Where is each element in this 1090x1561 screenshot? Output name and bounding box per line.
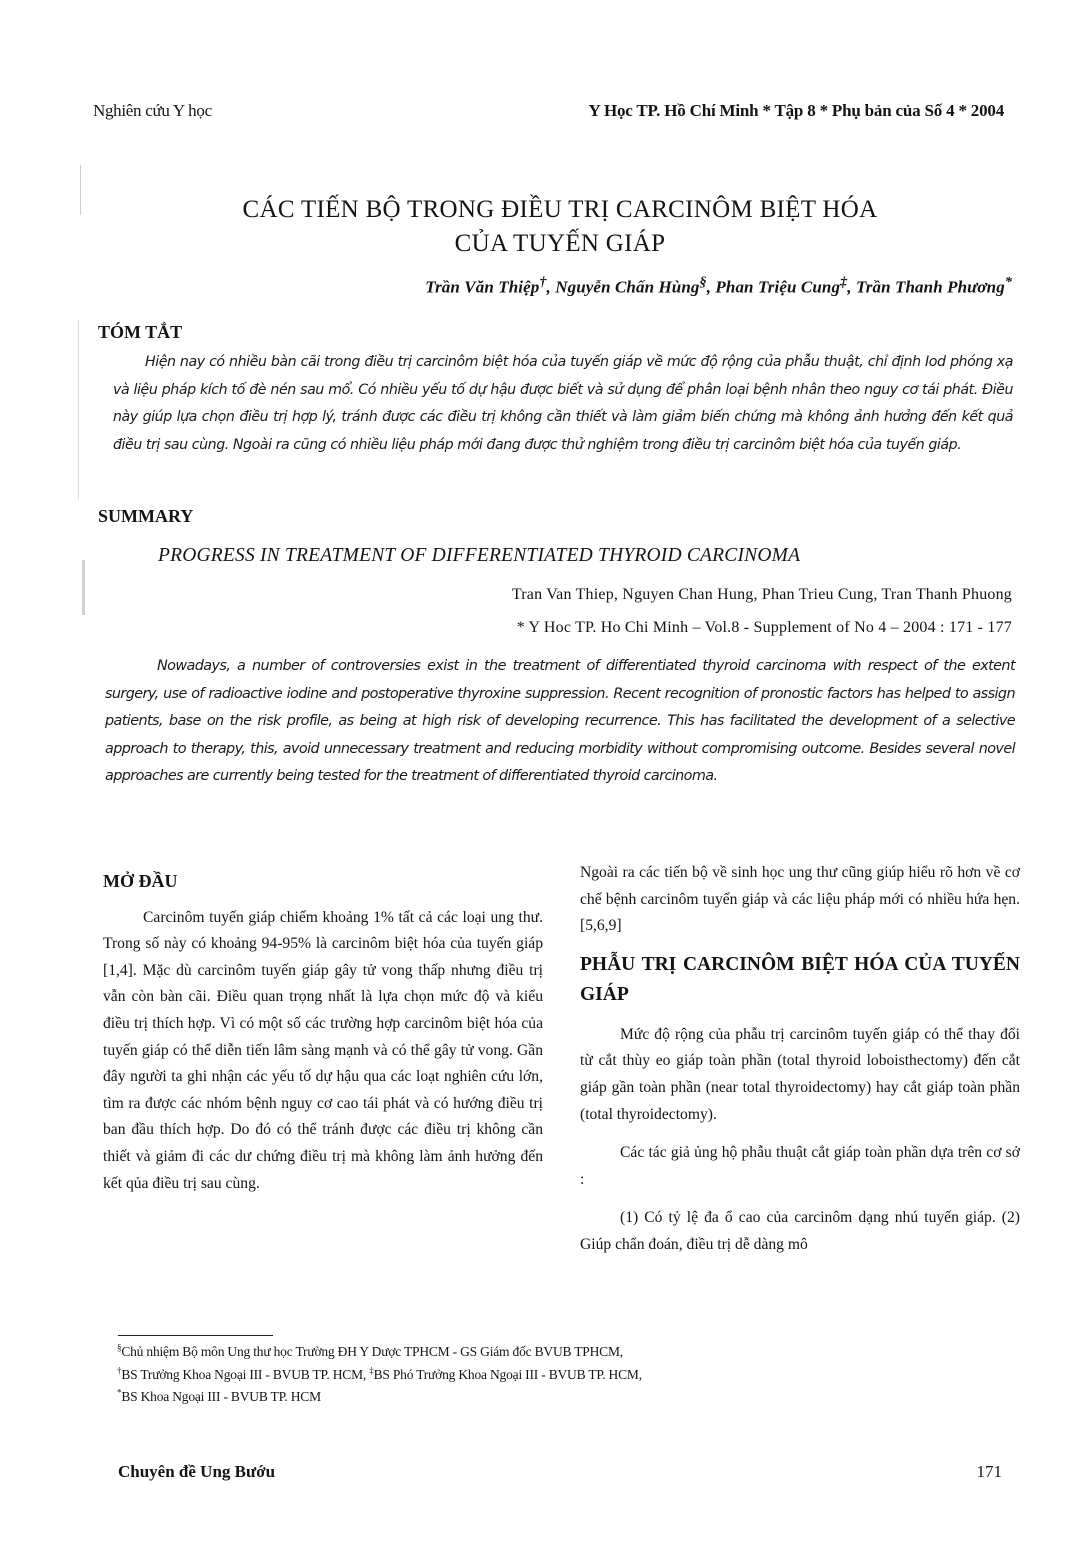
footnote-text: BS Khoa Ngoại III - BVUB TP. HCM [121, 1389, 321, 1404]
surgery-paragraph-3: (1) Có tỷ lệ đa ổ cao của carcinôm dạng nhú tuyến giáp. (2) Giúp chẩn đoán, điều trị dễ dàng mô [580, 1209, 1020, 1253]
footnote [117, 1386, 642, 1409]
surgery-heading: PHẪU TRỊ CARCINÔM BIỆT HÓA CỦA TUYẾN GIÁP [580, 953, 1020, 1005]
author-mark: * [1004, 274, 1012, 290]
surgery-paragraph-1: Mức độ rộng của phẫu trị carcinôm tuyến giáp có thể thay đổi từ cắt thùy eo giáp toàn phần (total thyroid loboisthectomy) đến cắt giáp gần toàn phần (near total thyroidectomy) hay cắt giáp toàn phần (total thyroidectomy). [580, 1025, 1020, 1123]
author-mark: ‡ [840, 274, 848, 290]
summary-citation: * Y Hoc TP. Ho Chi Minh – Vol.8 - Supplement of No 4 – 2004 : 171 - 177 [516, 619, 1012, 636]
intro-paragraph-2: Ngoài ra các tiến bộ về sinh học ung thư cũng giúp hiểu rõ hơn về cơ chế bệnh carcinôm tuyến giáp và các liệu pháp mới có nhiều hứa hẹn. [5,6,9] [580, 864, 1020, 935]
summary-heading: SUMMARY [98, 506, 194, 526]
running-header-left: Nghiên cứu Y học [93, 101, 212, 120]
author: Trần Văn Thiệp [425, 277, 540, 297]
footnotes [117, 1341, 642, 1409]
summary-authors: Tran Van Thiep, Nguyen Chan Hung, Phan Trieu Cung, Tran Thanh Phuong [511, 586, 1012, 603]
author: Nguyễn Chấn Hùng [555, 277, 700, 297]
footnote-mark: † [117, 1365, 122, 1375]
abstract-vn-heading: TÓM TẮT [98, 322, 183, 342]
footer-section-name: Chuyên đề Ung Bướu [118, 1462, 276, 1481]
intro-paragraph-1: Carcinôm tuyến giáp chiếm khoảng 1% tất cả các loại ung thư. Trong số này có khoảng 94-95% là carcinôm biệt hóa của tuyến giáp [1,4]. Mặc dù carcinôm tuyến giáp gây tử vong thấp nhưng điều trị vẫn còn bàn cãi. Điều quan trọng nhất là lựa chọn mức độ và kiểu điều trị thích hợp. Vì có một số các trường hợp carcinôm biệt hóa của tuyến giáp có thể diễn tiến lâm sàng mạnh và có thể gây tử vong. Gần đây người ta ghi nhận các yếu tố dự hậu qua các loạt nghiên cứu lớn, tìm ra được các nhóm bệnh nguy cơ cao tái phát và có hướng điều trị ban đầu thích hợp. Do đó có thể tránh được các điều trị không cần thiết và giảm đi các dư chứng điều trị mà không làm ảnh hưởng đến kết qủa điều trị sau cùng. [103, 908, 543, 1192]
footnote-text: BS Trưởng Khoa Ngoại III - BVUB TP. HCM, [121, 1366, 367, 1382]
author: Trần Thanh Phương [855, 277, 1005, 297]
footnote [117, 1341, 642, 1364]
abstract-vn-text: Hiện nay có nhiều bàn cãi trong điều trị carcinôm biệt hóa của tuyến giáp về mức độ rộng của phẫu thuật, chỉ định Iod phóng xạ và liệu pháp kích tố đè nén sau mổ. Có nhiều yếu tố dự hậu được biết và sử dụng để phân loại bệnh nhân theo nguy cơ tái phát. Điều này giúp lựa chọn điều trị hợp lý, tránh được các điều trị không cần thiết và làm giảm biến chứng mà không ảnh hưởng đến kết quả điều trị sau cùng. Ngoài ra cũng có nhiều liệu pháp mới đang được thử nghiệm trong điều trị carcinôm biệt hóa của tuyến giáp. [113, 354, 1013, 453]
scan-artifact [82, 560, 85, 615]
footnote-divider [118, 1335, 273, 1336]
summary-text: Nowadays, a number of controversies exist in the treatment of differentiated thyroid carcinoma with respect of the extent surgery, use of radioactive iodine and postoperative thyroxine suppression. Recent recognition of pronostic factors has helped to assign patients, base on the risk profile, as being at high risk of developing recurrence. This has facilitated the development of a selective approach to therapy, this, avoid unnecessary treatment and reducing morbidity without compromising outcome. Besides several novel approaches are currently being tested for the treatment of differentiated thyroid carcinoma. [105, 658, 1015, 784]
title-line-1: CÁC TIẾN BỘ TRONG ĐIỀU TRỊ CARCINÔM BIỆT HÓA [242, 196, 878, 223]
footnote-text: BS Phó Trưởng Khoa Ngoại III - BVUB TP. HCM, [373, 1366, 642, 1382]
title-line-2: CỦA TUYẾN GIÁP [454, 230, 666, 257]
footnote [117, 1364, 642, 1387]
author-list: Trần Văn Thiệp†, Nguyễn Chấn Hùng§, Phan Triệu Cung‡, Trần Thanh Phương* [425, 274, 1012, 297]
footnote-mark: ‡ [369, 1365, 374, 1375]
footnote-text: Chủ nhiệm Bộ môn Ung thư học Trường ĐH Y Dược TPHCM - GS Giám đốc BVUB TPHCM, [121, 1344, 623, 1359]
running-header-right: Y Học TP. Hồ Chí Minh * Tập 8 * Phụ bản của Số 4 * 2004 [588, 101, 1004, 120]
body-column-left [103, 868, 543, 1197]
footnote-mark: § [117, 1342, 122, 1353]
footnote-mark: * [117, 1387, 122, 1398]
author-mark: † [539, 274, 547, 290]
author-mark: § [699, 274, 707, 290]
scan-artifact [78, 320, 79, 500]
intro-heading: MỞ ĐẦU [103, 871, 178, 891]
article-title [120, 193, 1000, 261]
surgery-paragraph-2: Các tác giả ủng hộ phẫu thuật cắt giáp toàn phần dựa trên cơ sở : [580, 1144, 1020, 1188]
summary-title: PROGRESS IN TREATMENT OF DIFFERENTIATED THYROID CARCINOMA [158, 545, 801, 566]
body-column-right [580, 860, 1020, 1259]
scan-artifact [80, 165, 81, 215]
page-number: 171 [976, 1462, 1002, 1481]
author: Phan Triệu Cung [715, 277, 841, 297]
